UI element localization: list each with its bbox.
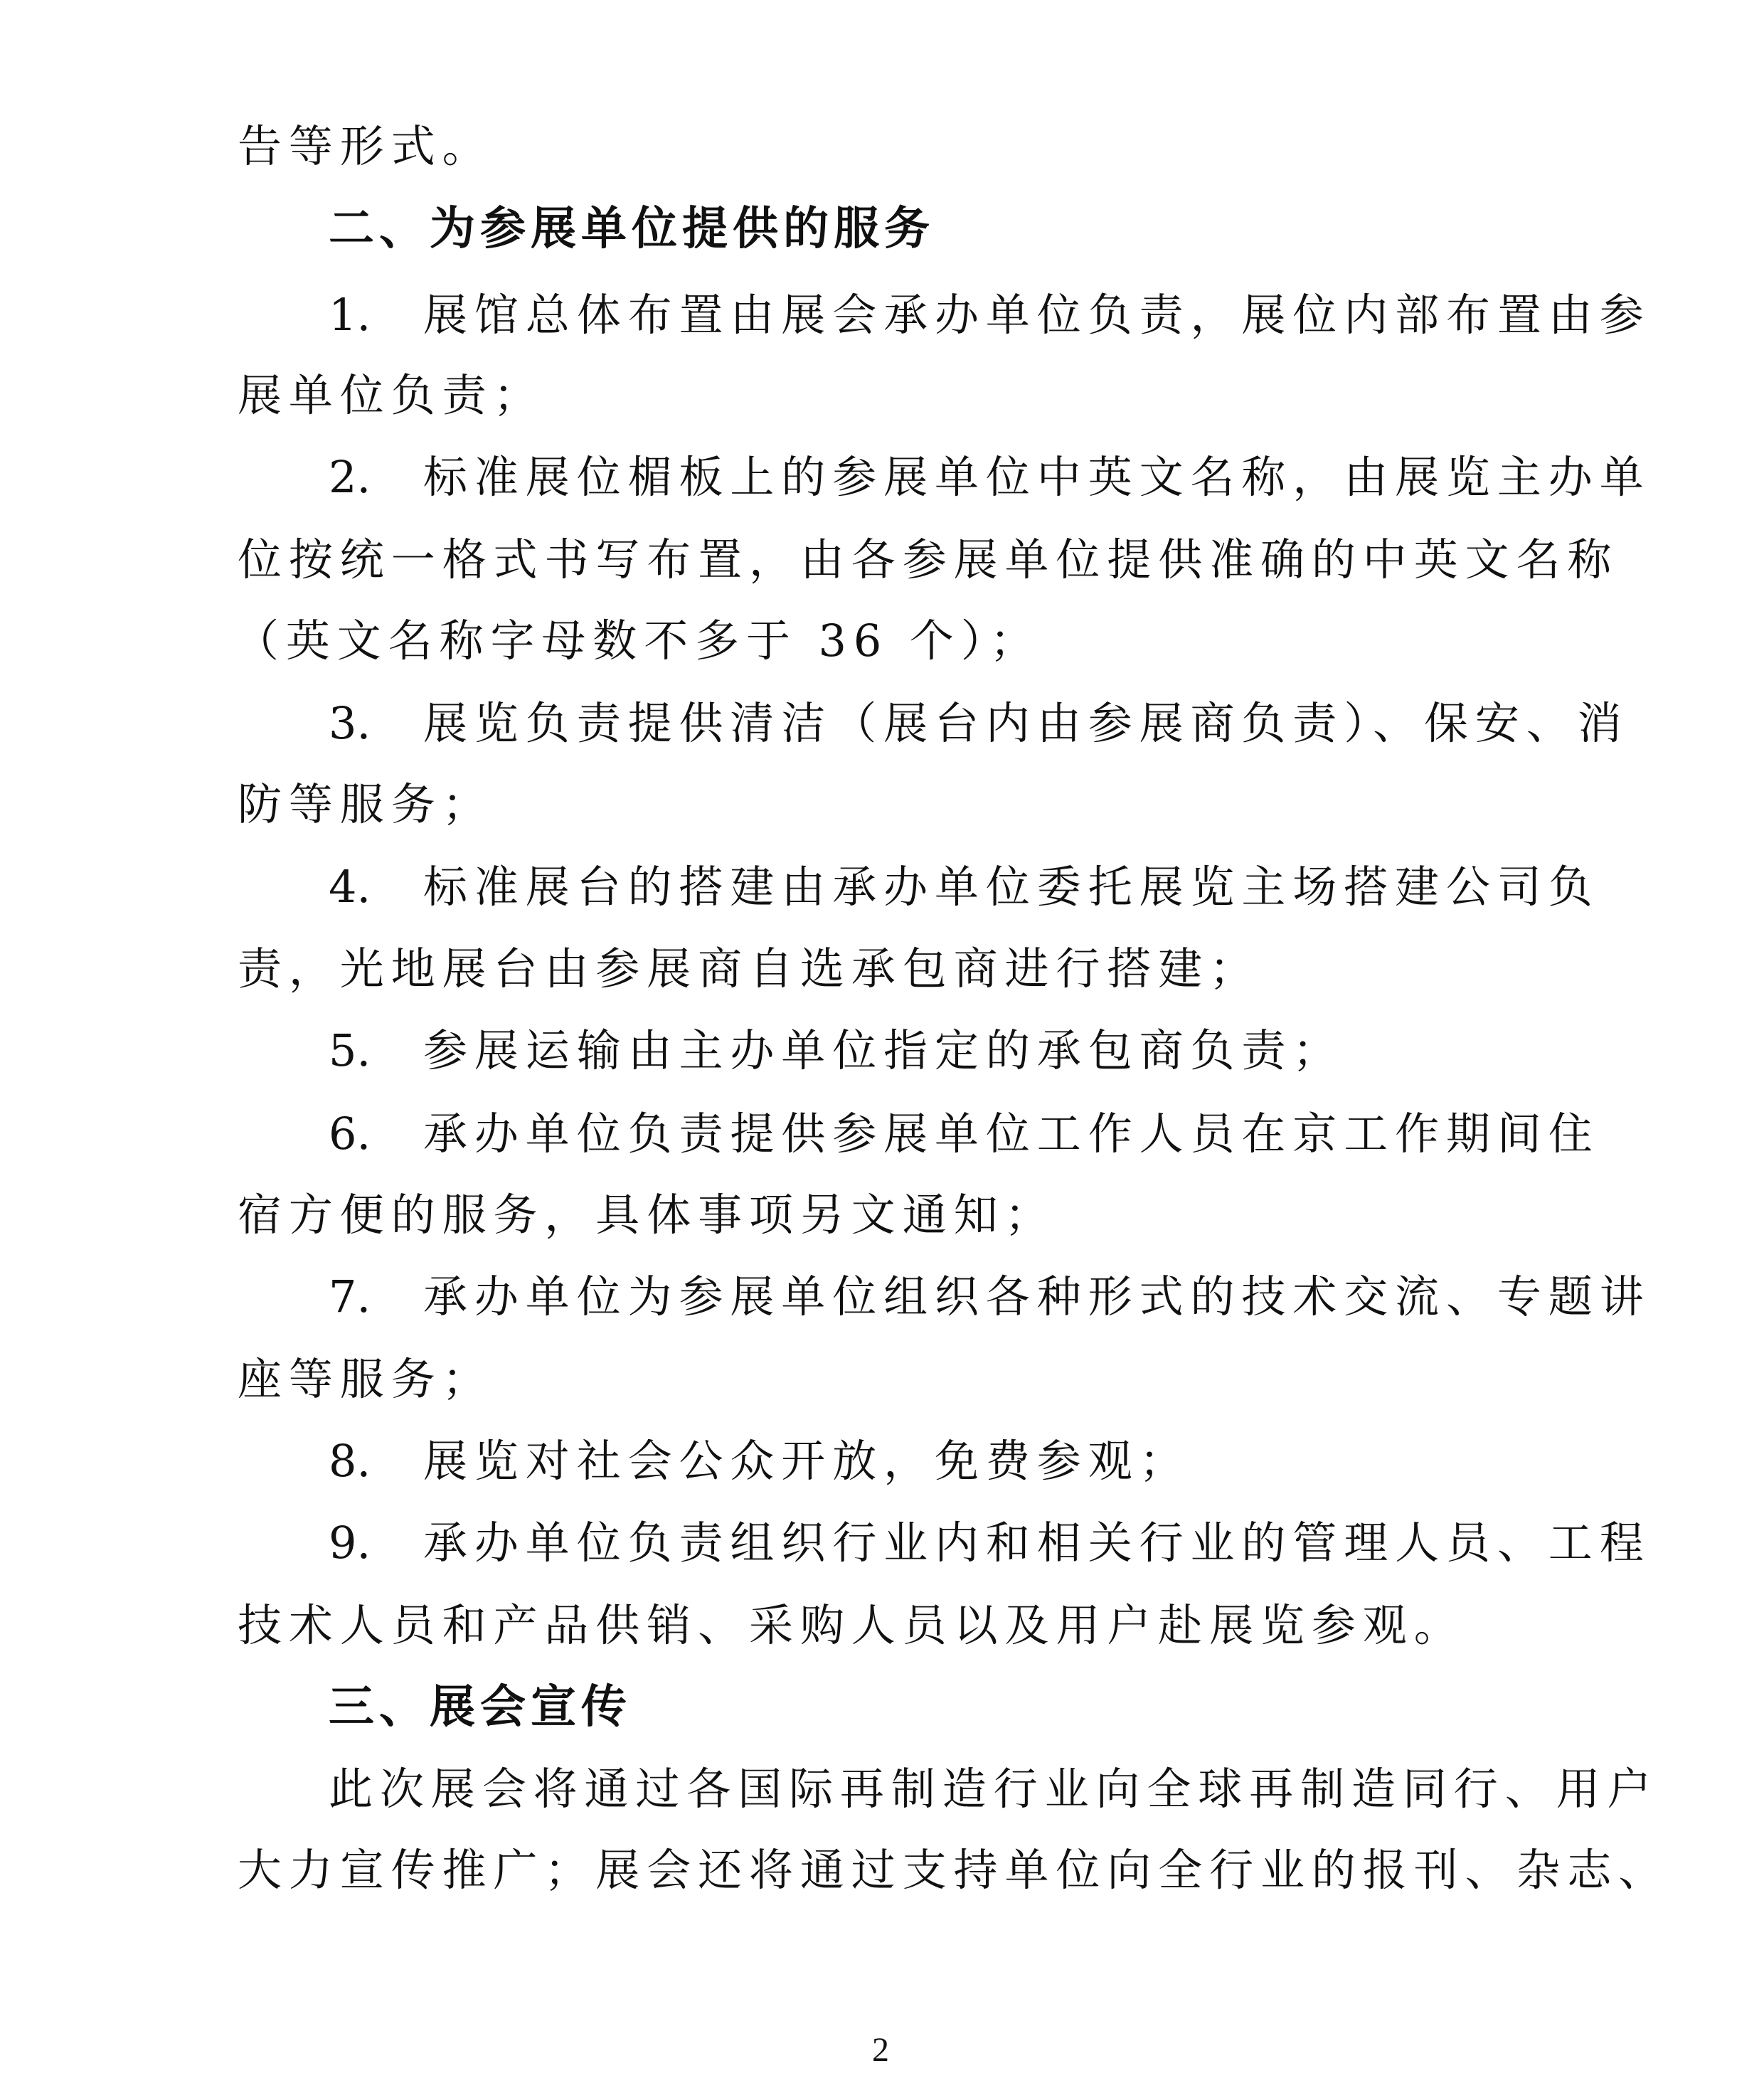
section-3-paragraph-first-line: 此次展会将通过各国际再制造行业向全球再制造同行、用户 <box>329 1763 1659 1815</box>
item-2-text: 标准展位楣板上的参展单位中英文名称，由展览主办单 <box>423 451 1651 503</box>
item-8-number: 8. <box>329 1435 371 1487</box>
item-7-number: 7. <box>329 1271 371 1322</box>
item-7-continuation: 座等服务； <box>238 1353 494 1405</box>
item-3-text: 展览负责提供清洁（展台内由参展商负责）、保安、消 <box>423 697 1629 749</box>
item-9-text: 承办单位负责组织行业内和相关行业的管理人员、工程 <box>423 1517 1651 1569</box>
item-9-continuation: 技术人员和产品供销、采购人员以及用户赴展览参观。 <box>238 1599 1465 1651</box>
item-6-number: 6. <box>329 1108 371 1160</box>
item-6-continuation: 宿方便的服务，具体事项另文通知； <box>238 1189 1056 1241</box>
item-2-continuation-1: 位按统一格式书写布置，由各参展单位提供准确的中英文名称 <box>238 534 1619 585</box>
item-7-text: 承办单位为参展单位组织各种形式的技术交流、专题讲 <box>423 1271 1651 1322</box>
item-7-line <box>329 1271 1651 1322</box>
item-4-number: 4. <box>329 861 371 913</box>
item-2-line <box>329 451 1651 503</box>
item-1-text: 展馆总体布置由展会承办单位负责，展位内部布置由参 <box>423 289 1651 341</box>
item-1-number: 1. <box>329 289 371 341</box>
item-6-line <box>329 1108 1600 1160</box>
item-9-line <box>329 1517 1651 1569</box>
item-5-text: 参展运输由主办单位指定的承包商负责； <box>423 1024 1344 1076</box>
item-4-text: 标准展台的搭建由承办单位委托展览主场搭建公司负 <box>423 861 1600 913</box>
page-number: 2 <box>872 2031 889 2069</box>
item-3-number: 3. <box>329 697 371 749</box>
intro-tail-text: 告等形式。 <box>238 120 494 172</box>
item-6-text: 承办单位负责提供参展单位工作人员在京工作期间住 <box>423 1108 1600 1160</box>
item-5-line <box>329 1024 1344 1076</box>
item-1-continuation: 展单位负责； <box>238 369 545 421</box>
item-9-number: 9. <box>329 1517 371 1569</box>
item-4-continuation: 责，光地展台由参展商自选承包商进行搭建； <box>238 943 1261 995</box>
item-5-number: 5. <box>329 1024 371 1076</box>
item-2-continuation-2: （英文名称字母数不多于 36 个）； <box>235 615 1041 667</box>
section-3-paragraph-continuation: 大力宣传推广；展会还将通过支持单位向全行业的报刊、杂志、 <box>238 1844 1670 1896</box>
section-2-heading: 二、为参展单位提供的服务 <box>329 203 935 255</box>
item-3-line <box>329 697 1629 749</box>
item-1-line <box>329 289 1651 341</box>
item-8-line <box>329 1435 1191 1487</box>
section-3-heading: 三、展会宣传 <box>329 1681 632 1734</box>
item-3-continuation: 防等服务； <box>238 778 494 830</box>
item-4-line <box>329 861 1600 913</box>
item-8-text: 展览对社会公众开放，免费参观； <box>423 1435 1191 1487</box>
item-2-number: 2. <box>329 451 371 503</box>
